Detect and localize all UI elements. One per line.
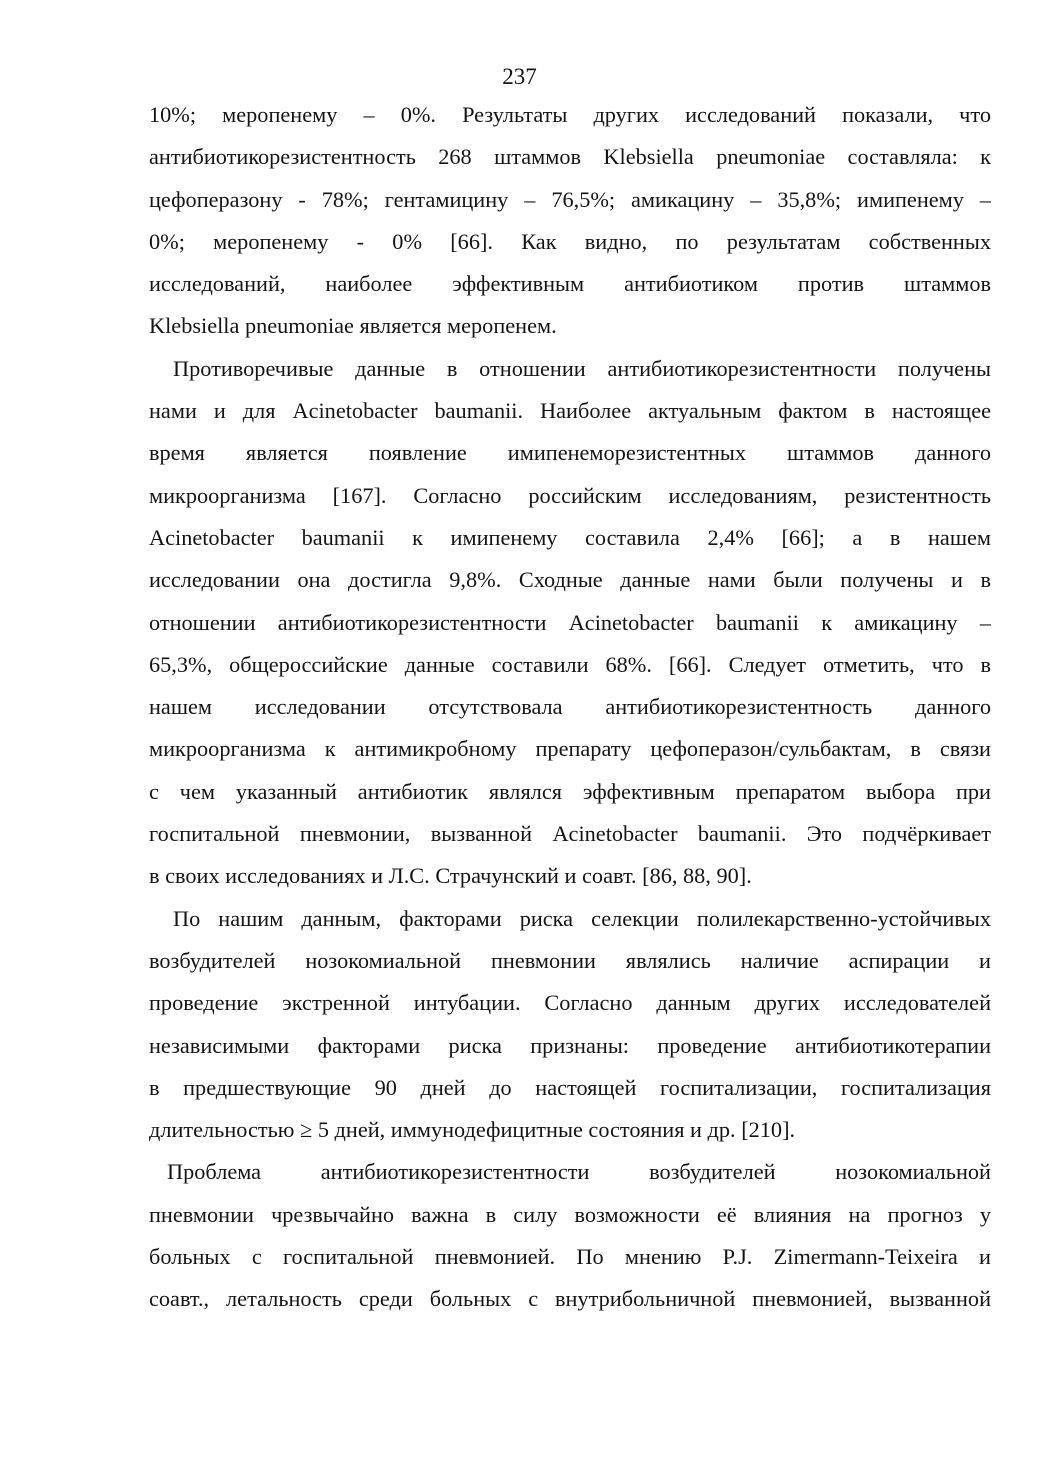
text-line: госпитальной пневмонии, вызванной Acinetobacter baumanii. Это подчёркивает bbox=[149, 821, 991, 847]
text-line: Проблема антибиотикорезистентности возбудителей нозокомиальной bbox=[167, 1159, 991, 1185]
text-line: По нашим данным, факторами риска селекции полилекарственно-устойчивых bbox=[173, 905, 991, 931]
text-line: микроорганизма [167]. Согласно российским исследованиям, резистентность bbox=[149, 482, 991, 508]
text-line: независимыми факторами риска признаны: проведение антибиотикотерапии bbox=[149, 1032, 991, 1058]
text-line: антибиотикорезистентность 268 штаммов Klebsiella pneumoniae составляла: к bbox=[149, 144, 991, 170]
text-line: длительностью ≥ 5 дней, иммунодефицитные состояния и др. [210]. bbox=[149, 1117, 796, 1143]
text-line: Противоречивые данные в отношении антибиотикорезистентности получены bbox=[173, 355, 991, 381]
text-line: пневмонии чрезвычайно важна в силу возможности её влияния на прогноз у bbox=[149, 1201, 991, 1227]
text-line: 0%; меропенему - 0% [66]. Как видно, по результатам собственных bbox=[149, 228, 991, 254]
text-line: с чем указанный антибиотик являлся эффективным препаратом выбора при bbox=[149, 778, 991, 804]
document-body bbox=[149, 94, 991, 1321]
paragraph bbox=[149, 94, 991, 348]
paragraph bbox=[149, 1151, 991, 1320]
paragraph bbox=[149, 898, 991, 1152]
page-number: 237 bbox=[502, 64, 537, 89]
text-line: возбудителей нозокомиальной пневмонии являлись наличие аспирации и bbox=[149, 947, 991, 973]
text-line: исследовании она достигла 9,8%. Сходные данные нами были получены и в bbox=[149, 567, 991, 593]
text-line: время является появление имипенеморезистентных штаммов данного bbox=[149, 440, 991, 466]
text-line: нашем исследовании отсутствовала антибиотикорезистентность данного bbox=[149, 694, 991, 720]
text-line: отношении антибиотикорезистентности Acinetobacter baumanii к амикацину – bbox=[149, 609, 991, 635]
text-line: нами и для Acinetobacter baumanii. Наиболее актуальным фактом в настоящее bbox=[149, 398, 991, 424]
text-line: Acinetobacter baumanii к имипенему составила 2,4% [66]; а в нашем bbox=[149, 524, 991, 550]
text-line: в предшествующие 90 дней до настоящей госпитализации, госпитализация bbox=[149, 1074, 991, 1100]
text-line: цефоперазону - 78%; гентамицину – 76,5%; амикацину – 35,8%; имипенему – bbox=[149, 186, 991, 212]
text-line: исследований, наиболее эффективным антибиотиком против штаммов bbox=[149, 271, 991, 297]
text-line: проведение экстренной интубации. Согласно данным других исследователей bbox=[149, 990, 991, 1016]
text-line: Klebsiella pneumoniae является меропенем. bbox=[149, 313, 557, 339]
text-line: 65,3%, общероссийские данные составили 68%. [66]. Следует отметить, что в bbox=[149, 651, 991, 677]
text-line: соавт., летальность среди больных с внутрибольничной пневмонией, вызванной bbox=[149, 1286, 991, 1312]
text-line: больных с госпитальной пневмонией. По мнению P.J. Zimermann-Teixeira и bbox=[149, 1244, 991, 1270]
paragraph bbox=[149, 348, 991, 898]
text-line: микроорганизма к антимикробному препарату цефоперазон/сульбактам, в связи bbox=[149, 736, 991, 762]
text-line: 10%; меропенему – 0%. Результаты других исследований показали, что bbox=[149, 102, 991, 127]
text-line: в своих исследованиях и Л.С. Страчунский и соавт. [86, 88, 90]. bbox=[149, 863, 752, 889]
